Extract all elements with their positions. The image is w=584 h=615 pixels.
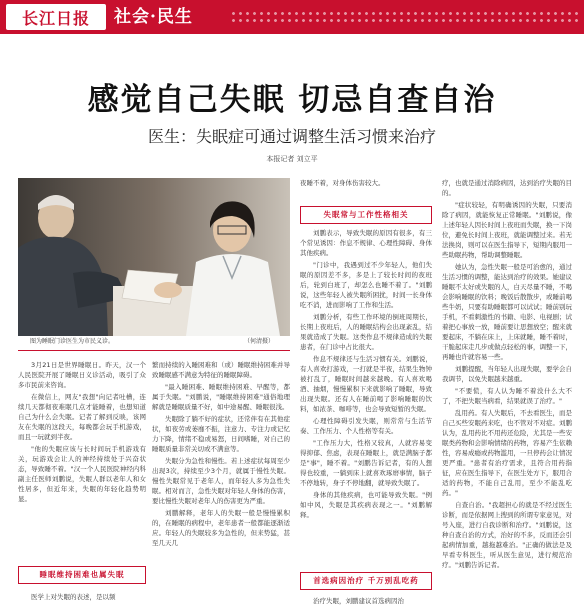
paragraph: "不要慌，有人认为睡不着没什么大不了，不把失眠当病看，结果就误了治疗。" — [442, 387, 572, 405]
text-column-1 — [18, 360, 146, 556]
paragraph: 治疗失眠，刘鹏建议首选病因治 — [313, 597, 404, 605]
text-column-1-bottom — [18, 592, 146, 612]
paragraph: 繁而持续的入睡困难和（或）睡眠维持困难并导致睡眠感不满意为特征的睡眠障碍。 — [152, 361, 290, 379]
paragraph: 她认为，急性失眠一般是可治愈的，通过生活习惯的调整，能达到治疗的效果。她建议睡眠不太好或失眠的人，白天尽量不睡，不喝会影响睡眠的饮料；晚饭后散散步，或睡前喝些牛奶，只要有助睡眠都可以试试；睡前别玩手机，不看刺激性的书籍、电影、电视剧；试着把心事放一放，睡前要让思想放空；醒来就要起床，不躺在床上，上床就睡，睡不着时，干脆起床走几步或做点轻松的事，调整一下，再睡也许就容易一些。 — [442, 263, 572, 361]
headline: 感觉自己失眠 切忌自查自治 — [87, 82, 497, 118]
section-heading-cause-treatment: 首选病因治疗 千万别乱吃药 — [300, 572, 432, 590]
section-heading-work-personality: 失眠常与工作性格相关 — [300, 206, 432, 224]
paragraph: 身体的其他疾病，也可能导致失眠。"例如中风，失眠是其疾病表现之一。"刘鹏解释。 — [300, 491, 432, 519]
caption-credit: （何清摄） — [243, 338, 274, 345]
text-column-3 — [300, 228, 432, 566]
text-column-2 — [152, 360, 290, 610]
paragraph: 乱用药。有人失眠后，不去看医生，而是自己买些安眠药来吃，也不管对不对症。刘鹏认为，乱用药比不用药还危险，尤其是一些安眠类药物和会影响情绪的药物，容易产生依赖性，容易成瘾或药物滥用，一旦停药会让情况更严重。"患者有治疗需求，且符合用药指征，应在医生指导下，在医生处方下，服用合适的药物，不能自己乱用，至少不能乱吃药。" — [442, 409, 572, 497]
header-band — [0, 0, 584, 34]
paragraph: 夜睡不着，对身体伤害较大。 — [300, 179, 385, 187]
paragraph: "他的失眠应该与长时间玩手机游戏有关，玩游戏会让人的神经持续处于兴奋状态，导致睡不着。"汉一个人民医院神经内科副主任医师刘鹏说，失眠人群以老年人和女性居多，但近年来，失眠的年轻化趋势明显。 — [18, 445, 146, 503]
section-title: 社会·民生 — [114, 7, 193, 27]
section-heading-sleep-maintenance: 睡眠维持困难也属失眠 — [18, 566, 146, 584]
paragraph: 失眠分为急性和慢性。若上述症状每周至少出现3次，持续至少3个月，就属于慢性失眠。慢性失眠常见于老年人，而年轻人多为急性失眠。相对而言，急性失眠对年轻人身体的伤害，要比慢性失眠对老年人的伤害更为严重。 — [152, 457, 290, 505]
paragraph: 作息不规律还与生活习惯有关。刘鹏说，有人喜欢打游戏，一打就是半夜，结果生物钟被打乱了，睡眠时间越来越晚。有人喜欢喝酒、抽烟，慢慢累积下来就影响了睡眠，导致出现失眠。还有人在睡前喝了影响睡眠的饮料，如浓茶、咖啡等，也会导致短暂的失眠。 — [300, 355, 432, 413]
caption-text: 图为睡眠门诊医生为市民义诊。 — [30, 338, 115, 345]
paragraph: "门诊中，我遇到过不少年轻人，他们失眠的原因差不多，多是上了较长时间的夜班后，轮到白班了，却怎么也睡不着了。"刘鹏说，这些年轻人被失眠所困扰，时间一长身体吃不消，进而影响了工作和生活。 — [300, 261, 432, 309]
subheadline: 医生：失眠症可通过调整生活习惯来治疗 — [147, 127, 436, 146]
paragraph: 3月21日是世界睡眠日。昨天，汉一个人民医院开展了睡眠日义诊活动，吸引了众多市民前来咨询。 — [18, 361, 146, 389]
paragraph: 自查自治。"我超担心的就是不经过医生诊断，而是依据网上搜到的所谓专家意见，对号入座，进行自我诊断和治疗。"刘鹏说，这种自查自治的方式，治好的不多，反而还会引起病情加重，越拖越难治。"正确的做法是及早看专科医生，听从医生意见，进行规范治疗。"刘鹏告诉记者。 — [442, 501, 572, 569]
text-column-3-top — [300, 178, 432, 200]
paragraph: "症状较轻，有明确诱因的失眠，只要消除了病因，就能恢复正常睡眠。"刘鹏说，像上述年轻人因长时间上夜班而失眠，换一下岗位，避免长时间上夜班，就能调整过来。若无法换岗，则可以在医生指导下，短期内服用一些助眠药物，帮助调整睡眠。 — [442, 201, 572, 259]
paragraph: 在微信上，网友"我想"向记者吐槽，连续几天都彻夜难眠几点才能睡着，也想知道自己为什么会失眠。记者了解到反映，该网友在失眠的这段天，每晚都会玩手机游戏，而且一玩就到半夜。 — [18, 393, 146, 441]
byline: 本报记者 刘立平 — [266, 155, 318, 163]
paragraph: 医学上对失眠的表述，是以频 — [31, 593, 116, 601]
photo-illustration — [18, 178, 290, 336]
text-column-4 — [442, 178, 572, 610]
paragraph: "工作压力大，性格又较真，人就容易变得抑郁、焦虑，表现在睡眠上，就是满脑子都是"事"，睡不着。"刘鹏告诉记者，有的人想得也较重，一躺到床上就喜欢琢磨事情，脑子不停地转，身子不停地翻，就导致失眠了。 — [300, 439, 432, 487]
photo-caption — [18, 336, 290, 348]
paragraph: 刘鹏解释，老年人的失眠一般是慢慢累积的，在睡眠的病程中，老年患者一般都能逐渐适应。年轻人的失眠较多为急性的，但来势猛，甚至几天几 — [152, 509, 290, 547]
masthead-text: 长江日报 — [21, 8, 90, 28]
header-dot-pattern — [230, 10, 580, 24]
paragraph: 心理性障碍引发失眠，则常常与生活节奏、工作压力、个人性格等有关。 — [300, 417, 432, 435]
paragraph: 失眠除了躺不好的症状，还常伴有在其他症状，如夜劳或萎靡不振，注意力、专注力或记忆力下降，情绪不稳或易怒，日间嗜睡，对自己的睡眠质量非常关切或不满意等。 — [152, 415, 290, 453]
paragraph: 疗，也就是通过消除病因，达到治疗失眠的目的。 — [442, 179, 572, 197]
caption-divider — [18, 350, 290, 351]
text-column-3-bottom — [300, 596, 432, 612]
paragraph: 刘鹏表示，导致失眠的原因有很多，有三个常见诱因：作息不规律、心理性障碍、身体其他疾病。 — [300, 229, 432, 257]
paragraph: 刘鹏分析，有些工作环境的倒班周期长，长期上夜班后，人的睡眠结构会出现紊乱，结果就造成了失眠。这类作息不规律造成的失眠患者，在门诊中占比很大。 — [300, 313, 432, 351]
masthead-logo — [6, 4, 106, 30]
paragraph: 刘鹏提醒，当年轻人出现失眠，要学会自我调节，以免失眠越来越重。 — [442, 365, 572, 383]
paragraph: "最入睡困难、睡眠维持困难、早醒等，都属于失眠。"刘鹏说，"睡眠维持困难"通俗地理解就是睡眠质量不好，如中途易醒、睡眠很浅。 — [152, 383, 290, 411]
article-photo — [18, 178, 290, 336]
